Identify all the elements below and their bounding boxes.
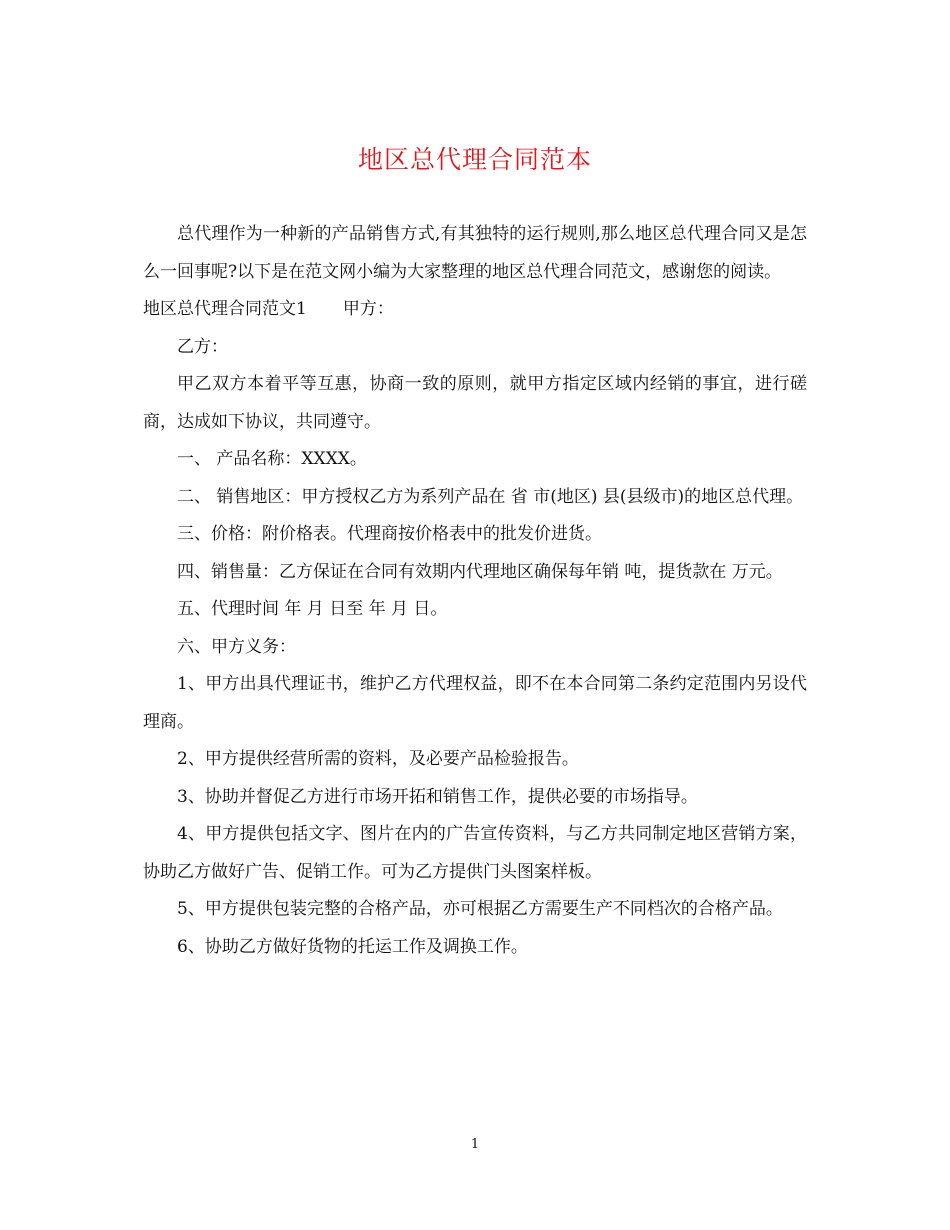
page-number: 1	[470, 1137, 480, 1152]
preamble-paragraph: 甲乙双方本着平等互惠，协商一致的原则，就甲方指定区域内经销的事宜，进行磋商，达成如下协议，共同遵守。	[143, 374, 807, 432]
clause-party-a-obligations: 六、甲方义务：	[177, 636, 296, 657]
sample-heading-line	[143, 291, 807, 329]
sample-heading: 地区总代理合同范文1	[143, 299, 307, 319]
clause-agency-period: 五、代理时间 年 月 日至 年 月 日。	[177, 599, 448, 619]
party-b-label: 乙方：	[177, 336, 228, 357]
obligation-item: 6、协助乙方做好货物的托运工作及调换工作。	[177, 936, 528, 957]
obligation-item: 5、甲方提供包装完整的合格产品，亦可根据乙方需要生产不同档次的合格产品。	[177, 899, 783, 919]
intro-paragraph: 总代理作为一种新的产品销售方式,有其独特的运行规则,那么地区总代理合同又是怎么一回事呢?以下是在范文网小编为大家整理的地区总代理合同范文，感谢您的阅读。	[143, 224, 807, 282]
obligation-item: 1、甲方出具代理证书，维护乙方代理权益，即不在本合同第二条约定范围内另设代理商。	[143, 674, 807, 732]
document-title: 地区总代理合同范本	[357, 145, 592, 174]
clause-sales-volume: 四、销售量：乙方保证在合同有效期内代理地区确保每年销 吨，提货款在 万元。	[177, 561, 783, 582]
clause-sales-region: 二、 销售地区：甲方授权乙方为系列产品在 省 市(地区) 县(县级市)的地区总代理。	[177, 486, 804, 507]
obligation-item: 3、协助并督促乙方进行市场开拓和销售工作，提供必要的市场指导。	[177, 786, 698, 807]
obligation-item: 4、甲方提供包括文字、图片在内的广告宣传资料，与乙方共同制定地区营销方案，协助乙方做好广告、促销工作。可为乙方提供门头图案样板。	[143, 824, 807, 882]
clause-price: 三、价格：附价格表。代理商按价格表中的批发价进货。	[177, 524, 602, 544]
document-body	[143, 216, 807, 966]
clause-product-name: 一、 产品名称：XXXX。	[177, 449, 367, 469]
obligation-item: 2、甲方提供经营所需的资料，及必要产品检验报告。	[177, 749, 579, 769]
party-a-label: 甲方：	[342, 299, 394, 319]
